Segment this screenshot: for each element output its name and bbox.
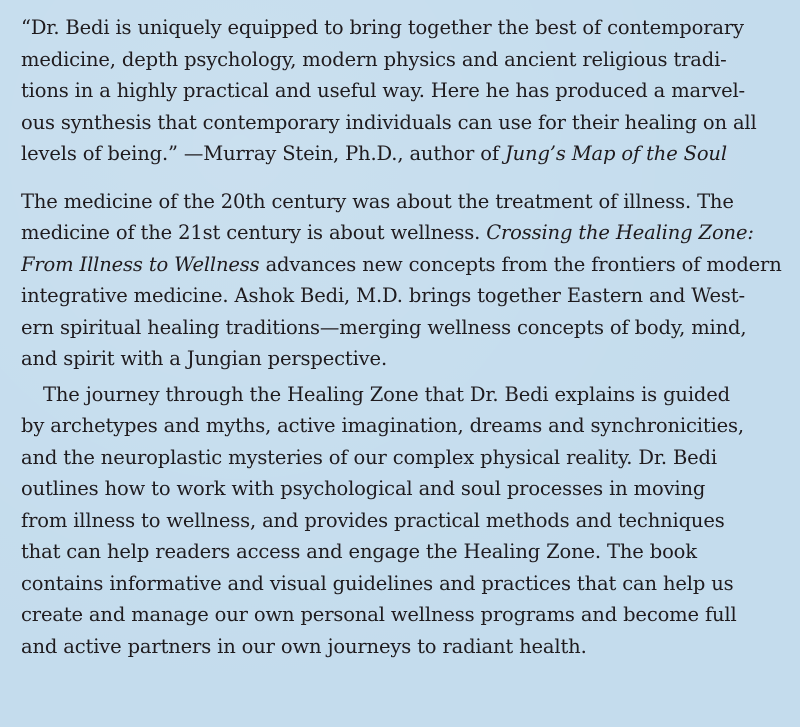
description-line: The medicine of the 20th century was about the treatment of illness. The [21, 189, 734, 213]
description-line: from illness to wellness, and provides practical methods and techniques [21, 508, 725, 532]
description-line: ern spiritual healing traditions—merging wellness concepts of body, mind, [21, 315, 747, 339]
book-subtitle: From Illness to Wellness [21, 252, 260, 276]
quote-line: medicine, depth psychology, modern physics and ancient religious tradi- [21, 47, 727, 71]
description-text: medicine of the 21st century is about wellness. [21, 221, 487, 244]
book-title: Crossing the Healing Zone: [486, 221, 754, 244]
attribution-book-title: Jung’s Map of the Soul [504, 142, 727, 165]
description-line: The journey through the Healing Zone that Dr. Bedi explains is guided [43, 382, 730, 406]
description-line: and spirit with a Jungian perspective. [21, 347, 387, 370]
description-paragraph-1 [21, 186, 784, 375]
description-line: create and manage our own personal wellness programs and become full [21, 603, 737, 626]
description-line: contains informative and visual guidelines and practices that can help us [21, 571, 734, 595]
description-line: by archetypes and myths, active imagination, dreams and synchronicities, [21, 414, 744, 437]
quote-attribution [21, 138, 784, 170]
description-line: and the neuroplastic mysteries of our complex physical reality. Dr. Bedi [21, 445, 717, 469]
description-text: advances new concepts from the frontiers of modern [259, 252, 782, 276]
quote-line: tions in a highly practical and useful way. Here he has produced a marvel- [21, 79, 745, 102]
description-line [21, 217, 784, 249]
description-paragraph-2 [21, 379, 784, 663]
description-line: outlines how to work with psychological and soul processes in moving [21, 477, 706, 500]
quote-line: “Dr. Bedi is uniquely equipped to bring together the best of contemporary [21, 16, 744, 39]
quote-line: ous synthesis that contemporary individuals can use for their healing on all [21, 110, 757, 134]
description-line: integrative medicine. Ashok Bedi, M.D. brings together Eastern and West- [21, 284, 745, 307]
description-line: that can help readers access and engage the Healing Zone. The book [21, 540, 697, 563]
endorsement-quote [21, 12, 784, 170]
description-line: and active partners in our own journeys to radiant health. [21, 634, 587, 658]
attribution-text: levels of being.” —Murray Stein, Ph.D., author of [21, 142, 505, 165]
description-line [21, 249, 784, 281]
